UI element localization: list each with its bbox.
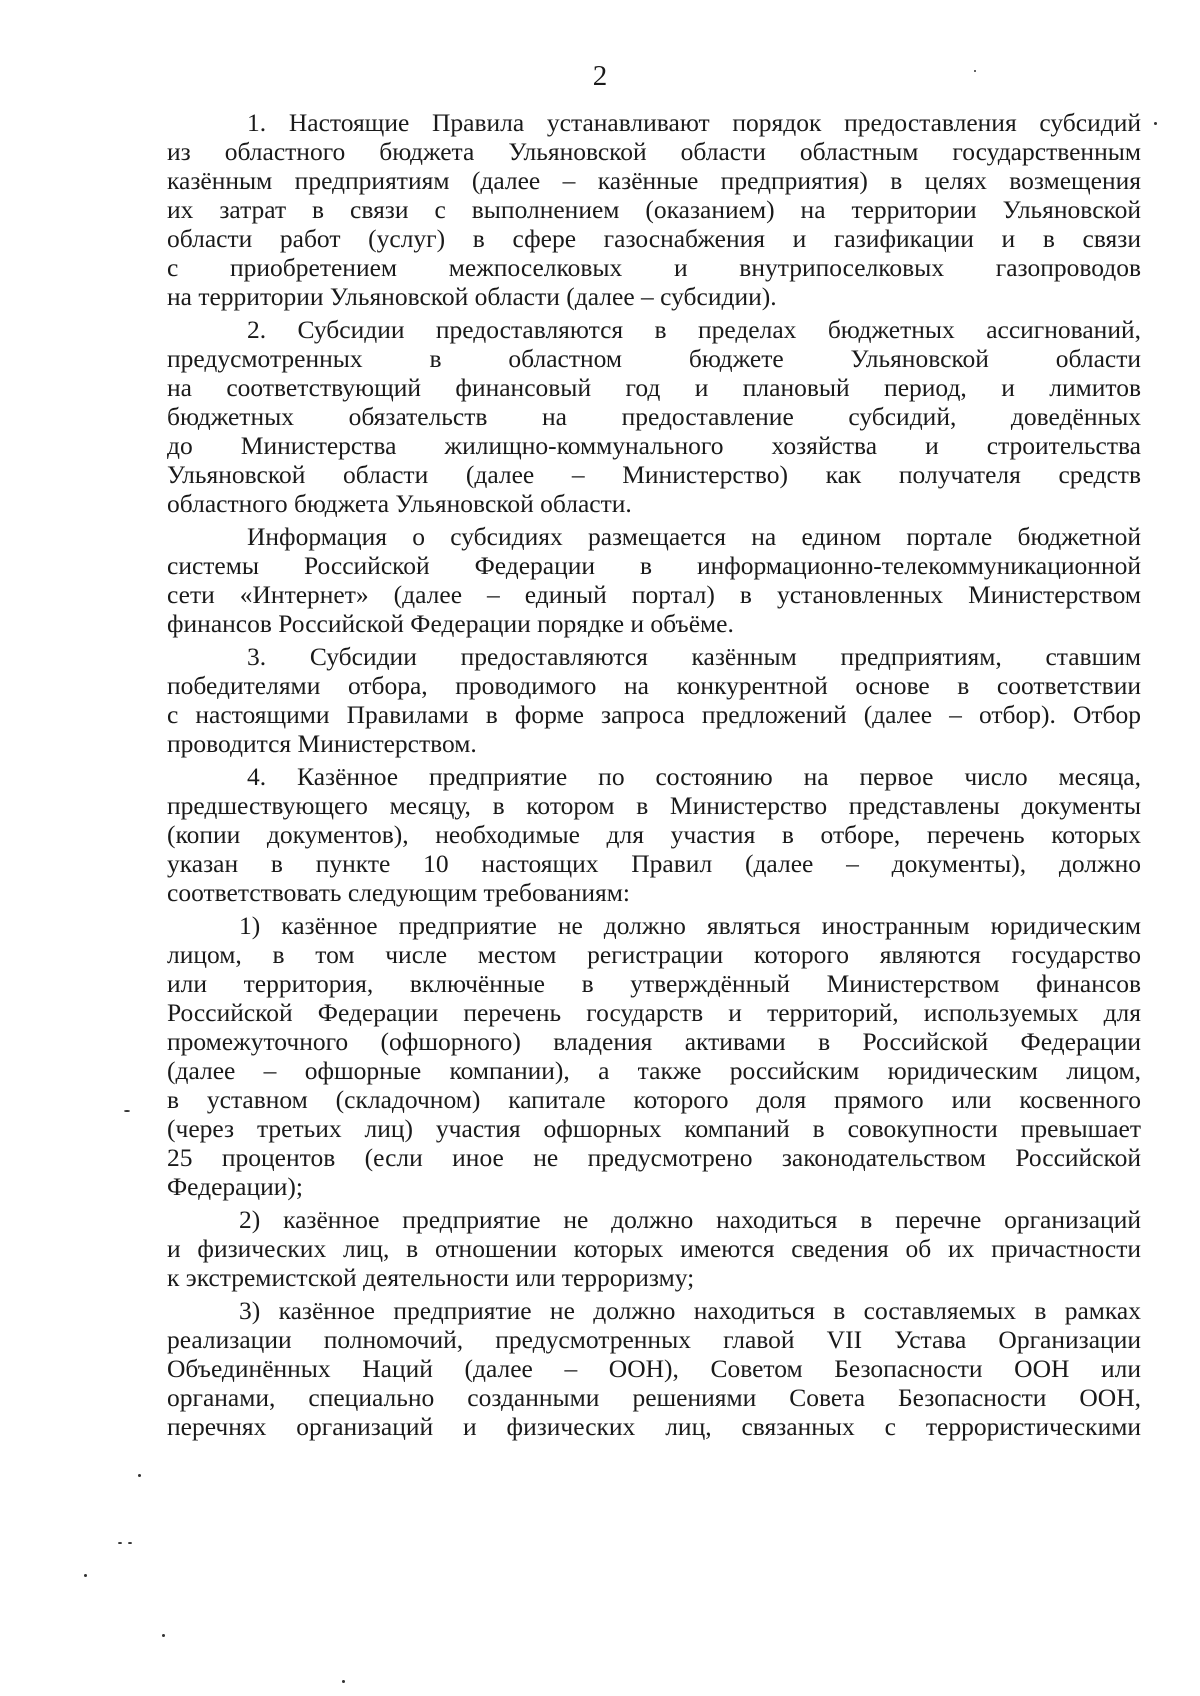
text-line: и физических лиц, в отношении которых имеются сведения об их причастности (167, 1234, 1141, 1263)
text-line: 3) казённое предприятие не должно находиться в составляемых в рамках (239, 1296, 1141, 1325)
scan-speck (342, 1680, 345, 1683)
text-line: области работ (услуг) в сфере газоснабжения и газификации и в связи (167, 224, 1141, 253)
text-line: 1) казённое предприятие не должно являться иностранным юридическим (239, 911, 1141, 940)
text-line: (через третьих лиц) участия офшорных компаний в совокупности превышает (167, 1114, 1141, 1143)
paragraph-2 (167, 315, 1141, 518)
text-line: их затрат в связи с выполнением (оказанием) на территории Ульяновской (167, 195, 1141, 224)
text-line: Российской Федерации перечень государств и территорий, используемых для (167, 998, 1141, 1027)
text-line: лицом, в том числе местом регистрации которого являются государство (167, 940, 1141, 969)
text-line: 4. Казённое предприятие по состоянию на первое число месяца, (247, 762, 1141, 791)
scan-speck (162, 1634, 165, 1637)
text-line: до Министерства жилищно-коммунального хозяйства и строительства (167, 431, 1141, 460)
paragraph-4 (167, 642, 1141, 758)
text-line: или территория, включённые в утверждённый Министерством финансов (167, 969, 1141, 998)
paragraph-1 (167, 108, 1141, 311)
text-line: 3. Субсидии предоставляются казённым предприятиям, ставшим (247, 642, 1141, 671)
text-line: бюджетных обязательств на предоставление субсидий, доведённых (167, 402, 1141, 431)
text-line: Объединённых Наций (далее – ООН), Советом Безопасности ООН или (167, 1354, 1141, 1383)
text-line: реализации полномочий, предусмотренных главой VII Устава Организации (167, 1325, 1141, 1354)
text-line: (копии документов), необходимые для участия в отборе, перечень которых (167, 820, 1141, 849)
text-line: 2. Субсидии предоставляются в пределах бюджетных ассигнований, (247, 315, 1141, 344)
text-line: (далее – офшорные компании), а также российским юридическим лицом, (167, 1056, 1141, 1085)
text-line: Федерации); (167, 1172, 304, 1201)
text-line: органами, специально созданными решениями Совета Безопасности ООН, (167, 1383, 1141, 1412)
text-line: финансов Российской Федерации порядке и объёме. (167, 609, 734, 638)
text-line: предусмотренных в областном бюджете Ульяновской области (167, 344, 1141, 373)
text-line: перечнях организаций и физических лиц, связанных с террористическими (167, 1412, 1141, 1441)
text-line: предшествующего месяцу, в котором в Министерство представлены документы (167, 791, 1141, 820)
document-body (167, 108, 1141, 1441)
paragraph-3 (167, 522, 1141, 638)
text-line: к экстремистской деятельности или терроризму; (167, 1263, 695, 1292)
text-line: в уставном (складочном) капитале которого доля прямого или косвенного (167, 1085, 1141, 1114)
text-line: соответствовать следующим требованиям: (167, 878, 630, 907)
paragraph-6 (167, 911, 1141, 1201)
text-line: системы Российской Федерации в информационно-телекоммуникационной (167, 551, 1141, 580)
scan-speck (974, 70, 976, 72)
text-line: сети «Интернет» (далее – единый портал) в установленных Министерством (167, 580, 1141, 609)
paragraph-7 (167, 1205, 1141, 1292)
page-number: 2 (592, 60, 608, 92)
scan-speck (124, 1110, 130, 1112)
paragraph-8 (167, 1296, 1141, 1441)
text-line: 25 процентов (если иное не предусмотрено законодательством Российской (167, 1143, 1141, 1172)
scan-speck (118, 1542, 122, 1544)
text-line: победителями отбора, проводимого на конкурентной основе в соответствии (167, 671, 1141, 700)
text-line: на территории Ульяновской области (далее – субсидии). (167, 282, 777, 311)
text-line: казённым предприятиям (далее – казённые предприятия) в целях возмещения (167, 166, 1141, 195)
text-line: с настоящими Правилами в форме запроса предложений (далее – отбор). Отбор (167, 700, 1141, 729)
scan-speck (128, 1542, 132, 1544)
text-line: 2) казённое предприятие не должно находиться в перечне организаций (239, 1205, 1141, 1234)
text-line: из областного бюджета Ульяновской области областным государственным (167, 137, 1141, 166)
scan-speck (138, 1474, 141, 1477)
scan-speck (84, 1574, 87, 1577)
text-line: Информация о субсидиях размещается на едином портале бюджетной (247, 522, 1141, 551)
text-line: проводится Министерством. (167, 729, 477, 758)
scan-speck (1154, 122, 1157, 125)
text-line: на соответствующий финансовый год и плановый период, и лимитов (167, 373, 1141, 402)
text-line: промежуточного (офшорного) владения активами в Российской Федерации (167, 1027, 1141, 1056)
text-line: 1. Настоящие Правила устанавливают порядок предоставления субсидий (247, 108, 1141, 137)
text-line: с приобретением межпоселковых и внутрипоселковых газопроводов (167, 253, 1141, 282)
text-line: областного бюджета Ульяновской области. (167, 489, 632, 518)
text-line: указан в пункте 10 настоящих Правил (далее – документы), должно (167, 849, 1141, 878)
paragraph-5 (167, 762, 1141, 907)
text-line: Ульяновской области (далее – Министерство) как получателя средств (167, 460, 1141, 489)
